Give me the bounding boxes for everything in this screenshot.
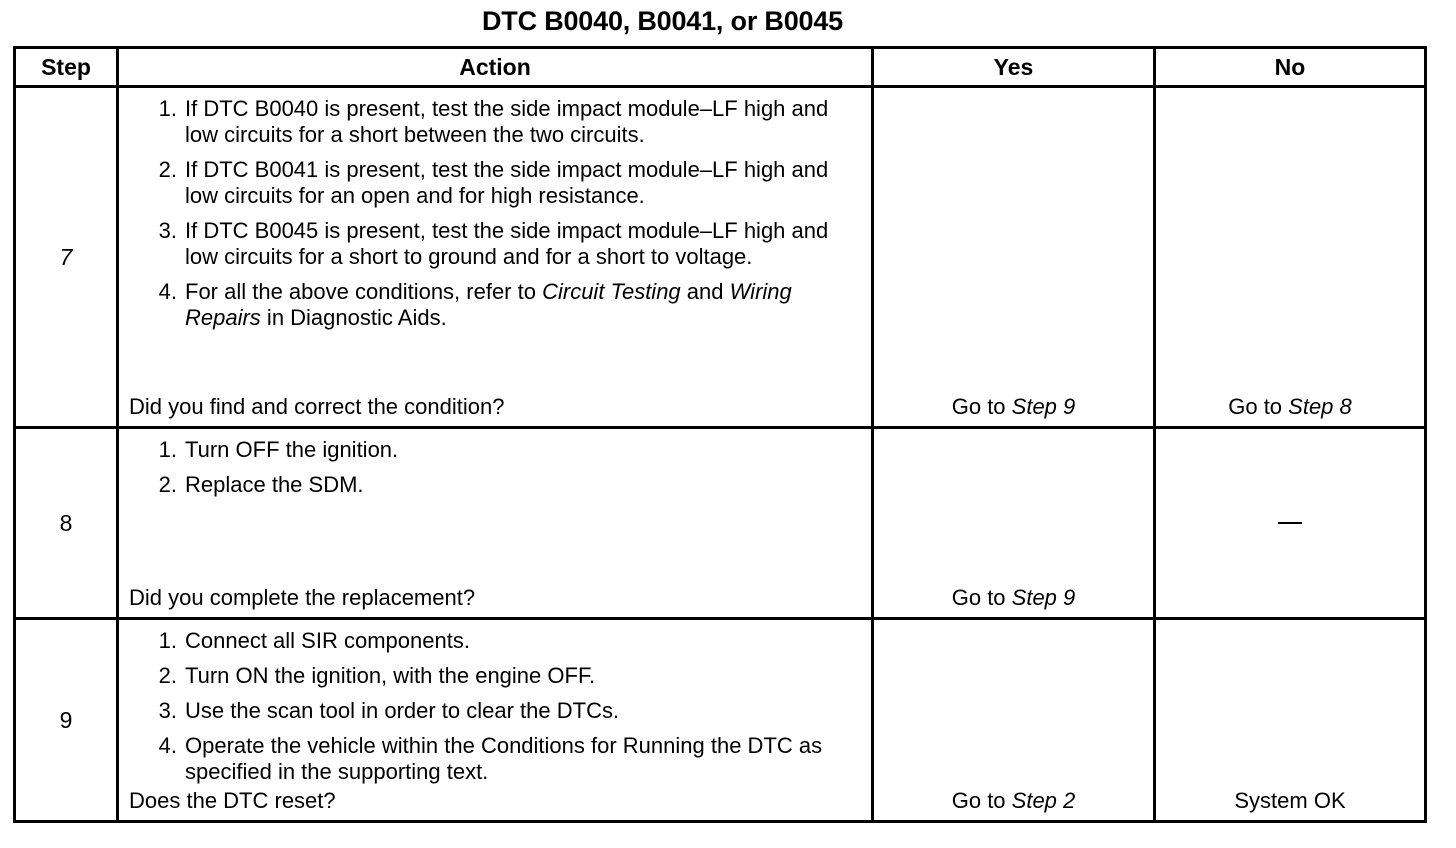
action-item-text: If DTC B0041 is present, test the side impact module–LF high and low circuits for an open and for high resistance. (185, 157, 829, 208)
header-action: Action (118, 48, 873, 87)
yes-answer: Go to Step 9 (951, 585, 1076, 610)
action-cell (118, 619, 873, 822)
no-cell (1155, 428, 1426, 619)
yes-cell (873, 428, 1155, 619)
question: Did you complete the replacement? (129, 585, 476, 610)
action-item-number: 2. (158, 663, 177, 688)
dash-mark (1278, 522, 1302, 524)
action-list (119, 96, 871, 331)
step-number: 9 (15, 619, 118, 822)
step-ref: Step 9 (1011, 394, 1076, 419)
action-cell (118, 87, 873, 428)
action-item-text: If DTC B0045 is present, test the side impact module–LF high and low circuits for a short to ground and for a short to voltage. (185, 218, 829, 269)
action-item-number: 1. (158, 96, 177, 121)
action-item-number: 1. (158, 628, 177, 653)
action-item (119, 698, 871, 724)
no-answer-dash (1156, 429, 1424, 617)
step-ref: Step 9 (1011, 585, 1076, 610)
table-row-step-7 (15, 87, 1426, 428)
header-no: No (1155, 48, 1426, 87)
action-item (119, 628, 871, 654)
no-cell (1155, 87, 1426, 428)
action-item (119, 279, 871, 331)
action-item-text: Use the scan tool in order to clear the DTCs. (185, 698, 620, 723)
action-item-number: 3. (158, 698, 177, 723)
action-item-text: Turn ON the ignition, with the engine OFF. (185, 663, 596, 688)
table-row-step-9 (15, 619, 1426, 822)
action-item-number: 3. (158, 218, 177, 243)
action-item (119, 157, 871, 209)
yes-answer: Go to Step 2 (951, 788, 1076, 813)
action-item-number: 2. (158, 157, 177, 182)
table-row-step-8 (15, 428, 1426, 619)
header-row (15, 48, 1426, 87)
yes-answer: Go to Step 9 (951, 394, 1076, 419)
action-item (119, 733, 871, 785)
action-item-text: Replace the SDM. (185, 472, 364, 497)
action-item (119, 96, 871, 148)
action-item (119, 437, 871, 463)
action-item (119, 663, 871, 689)
action-item-text: Connect all SIR components. (185, 628, 470, 653)
question: Did you find and correct the condition? (129, 394, 505, 419)
no-cell (1155, 619, 1426, 822)
action-item-text: If DTC B0040 is present, test the side impact module–LF high and low circuits for a short between the two circuits. (185, 96, 829, 147)
step-number: 7 (15, 87, 118, 428)
action-item-number: 2. (158, 472, 177, 497)
action-item-number: 4. (158, 279, 177, 304)
action-item-text: For all the above conditions, refer to Circuit Testing and Wiring Repairs in Diagnostic Aids. (185, 279, 792, 330)
action-item-text: Turn OFF the ignition. (185, 437, 399, 462)
step-ref: Step 2 (1011, 788, 1076, 813)
no-answer: Go to Step 8 (1228, 394, 1352, 419)
diagnostic-table (13, 46, 1427, 823)
yes-cell (873, 87, 1155, 428)
header-yes: Yes (873, 48, 1155, 87)
no-answer: System OK (1234, 788, 1346, 813)
question: Does the DTC reset? (129, 788, 336, 813)
yes-cell (873, 619, 1155, 822)
action-list (119, 628, 871, 785)
action-item-text: Operate the vehicle within the Conditions for Running the DTC as specified in the supporting text. (185, 733, 823, 784)
action-cell (118, 428, 873, 619)
action-item-number: 4. (158, 733, 177, 758)
step-ref: Step 8 (1288, 394, 1352, 419)
action-item (119, 472, 871, 498)
header-step: Step (15, 48, 118, 87)
page-title: DTC B0040, B0041, or B0045 (482, 6, 843, 36)
action-item (119, 218, 871, 270)
action-item-number: 1. (158, 437, 177, 462)
action-list (119, 437, 871, 498)
step-number: 8 (15, 428, 118, 619)
